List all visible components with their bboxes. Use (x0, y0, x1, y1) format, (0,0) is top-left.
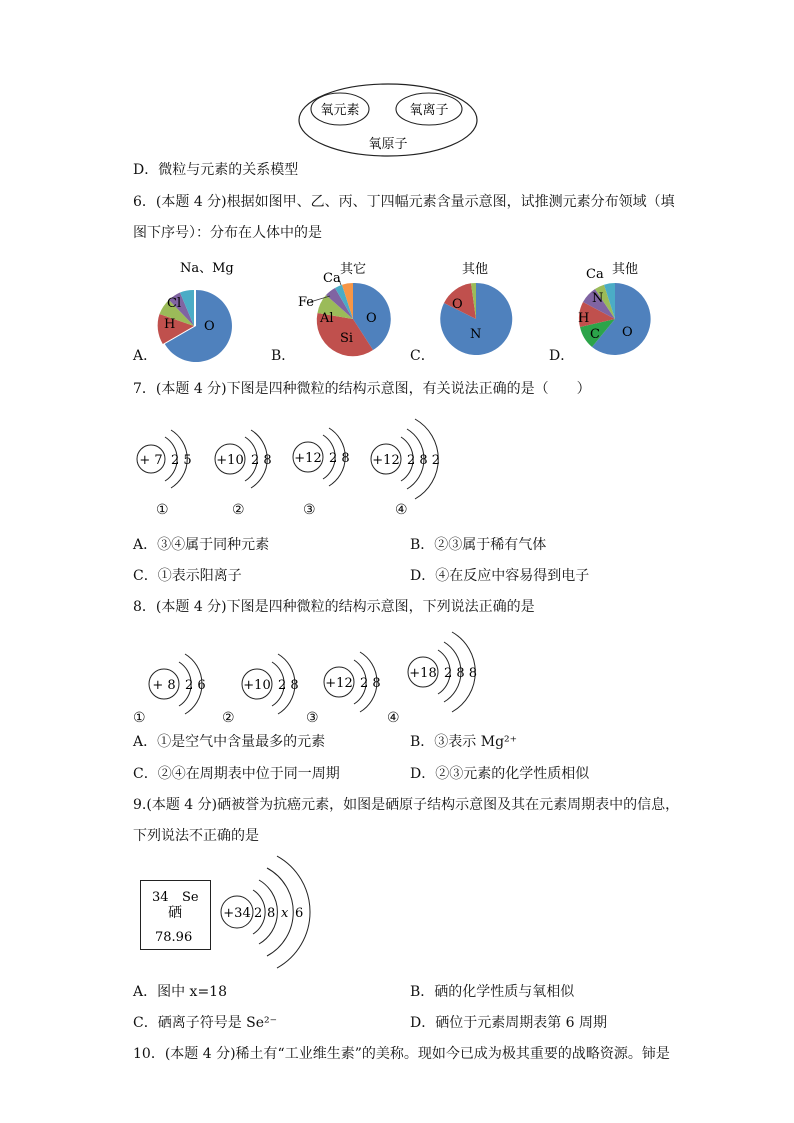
q7-mark-4: ④ (395, 502, 408, 518)
svg-text:2 6: 2 6 (185, 678, 206, 693)
pie-a-label-1: Cl (167, 296, 182, 311)
q9-stem: 9.(本题 4 分)硒被誉为抗癌元素，如图是硒原子结构示意图及其在元素周期表中的信息， (133, 797, 680, 813)
svg-text:+34: +34 (223, 906, 251, 921)
pie-d-label-2: N (592, 291, 604, 306)
pie-a-label-0: Na、Mg (180, 261, 234, 276)
q9-option-d: D．硒位于元素周期表第 6 周期 (410, 1015, 608, 1031)
q8-mark-1: ① (133, 710, 146, 726)
q9-option-c: C．硒离子符号是 Se²⁻ (133, 1015, 278, 1031)
svg-text:2 5: 2 5 (171, 453, 192, 468)
q8-mark-3: ③ (306, 710, 319, 726)
pie-a-label-2: H (164, 317, 176, 332)
label-oxygen-element: 氧元素 (320, 103, 360, 118)
svg-text:硒: 硒 (168, 905, 182, 921)
svg-text:78.96: 78.96 (155, 930, 193, 945)
pie-b-label-2: Fe (298, 295, 315, 310)
svg-text:2 8: 2 8 (251, 453, 272, 468)
pie-d-label-4: C (590, 327, 600, 342)
svg-text:2 8: 2 8 (360, 676, 381, 691)
pie-c (432, 256, 532, 356)
svg-text:8: 8 (267, 906, 276, 921)
pie-a-label-3: O (204, 319, 215, 334)
q7-stem: 7．(本题 4 分)下图是四种微粒的结构示意图，有关说法正确的是（ ） (133, 381, 591, 397)
q6-stem: 6．(本题 4 分)根据如图甲、乙、丙、丁四幅元素含量示意图，试推测元素分布领域（填 (133, 194, 675, 210)
q6-option-c: C． (410, 348, 435, 364)
q8-option-c: C．②④在周期表中位于同一周期 (133, 766, 340, 782)
pie-d-label-1: 其他 (612, 262, 639, 277)
q7-mark-1: ① (156, 502, 169, 518)
label-oxygen-ion: 氧离子 (409, 103, 449, 118)
q9-option-b: B．硒的化学性质与氧相似 (410, 984, 575, 1000)
q7-mark-2: ② (232, 502, 245, 518)
pie-c-label-0: 其他 (462, 262, 489, 277)
q8-option-a: A．①是空气中含量最多的元素 (133, 734, 326, 750)
svg-text:34: 34 (152, 890, 169, 905)
q8-stem: 8．(本题 4 分)下图是四种微粒的结构示意图，下列说法正确的是 (133, 599, 535, 615)
pie-b-label-0: 其它 (340, 262, 367, 277)
svg-text:+12: +12 (325, 676, 353, 691)
q7-atom-2 (212, 418, 292, 502)
q6-stem-line2: 图下序号）：分布在人体中的是 (133, 225, 322, 241)
svg-text:Se: Se (182, 890, 199, 905)
q6-option-a: A． (133, 348, 158, 364)
svg-text:2 8: 2 8 (329, 451, 350, 466)
svg-text:+10: +10 (243, 678, 271, 693)
label-oxygen-atom: 氧原子 (368, 137, 408, 152)
svg-text:2 8 2: 2 8 2 (407, 453, 441, 468)
pie-d (570, 256, 670, 356)
q8-option-b: B．③表示 Mg²⁺ (410, 734, 518, 750)
svg-text:+12: +12 (294, 451, 322, 466)
q8-atom-1 (146, 640, 226, 724)
q6-option-d: D． (549, 348, 575, 364)
pie-d-label-5: O (622, 325, 633, 340)
q9-option-a: A．图中 x=18 (133, 984, 228, 1000)
svg-text:2 8 8: 2 8 8 (444, 666, 478, 681)
svg-text:+18: +18 (409, 666, 437, 681)
q7-option-a: A．③④属于同种元素 (133, 537, 270, 553)
svg-text:+10: +10 (216, 453, 244, 468)
svg-text:+ 8: + 8 (152, 678, 176, 693)
pie-b-label-1: Ca (323, 271, 341, 286)
q7-option-d: D．④在反应中容易得到电子 (410, 568, 590, 584)
svg-text:6: 6 (295, 906, 304, 921)
q8-option-d: D．②③元素的化学性质相似 (410, 766, 590, 782)
svg-text:+ 7: + 7 (139, 453, 163, 468)
pie-b-label-5: Si (340, 331, 354, 346)
pie-b-label-3: Al (320, 311, 334, 326)
pie-b-label-4: O (366, 311, 377, 326)
pie-d-label-0: Ca (586, 267, 604, 282)
q5-option-d: D．微粒与元素的关系模型 (133, 162, 299, 178)
svg-text:2: 2 (254, 906, 263, 921)
pie-b (296, 256, 396, 356)
pie-c-label-2: N (470, 327, 482, 342)
pie-c-label-1: O (452, 297, 463, 312)
q7-mark-3: ③ (303, 502, 316, 518)
q7-atom-1 (135, 418, 215, 502)
q7-option-c: C．①表示阳离子 (133, 568, 242, 584)
svg-text:+12: +12 (372, 453, 400, 468)
q10-stem: 10．(本题 4 分)稀土有“工业维生素”的美称。现如今已成为极其重要的战略资源。铈是 (133, 1046, 670, 1062)
se-atom-structure (219, 850, 319, 976)
pie-a (150, 256, 250, 356)
q8-mark-2: ② (222, 710, 235, 726)
q7-atom-3 (290, 416, 370, 500)
q7-atom-4 (368, 408, 458, 510)
svg-text:2 8: 2 8 (278, 678, 299, 693)
q8-mark-4: ④ (387, 710, 400, 726)
pie-d-label-3: H (578, 311, 590, 326)
q6-option-b: B． (271, 348, 296, 364)
q8-atom-4 (405, 622, 495, 722)
svg-text:x: x (281, 906, 289, 921)
q9-stem-line2: 下列说法不正确的是 (133, 828, 259, 844)
particle-element-model (296, 82, 480, 158)
q7-option-b: B．②③属于稀有气体 (410, 537, 547, 553)
periodic-cell-se (140, 880, 212, 952)
